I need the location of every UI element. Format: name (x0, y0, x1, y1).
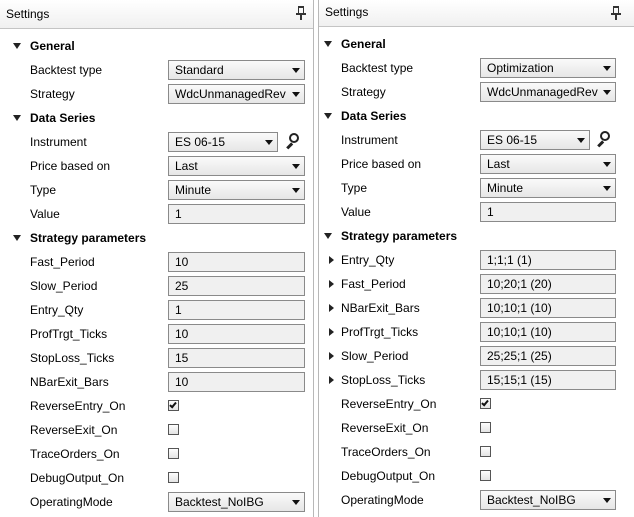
reverse-exit-checkbox[interactable] (480, 422, 491, 433)
checkmark-icon (169, 401, 177, 409)
property-backtest-type (0, 58, 313, 82)
trace-orders-checkbox[interactable] (168, 448, 179, 459)
expand-triangle-icon[interactable] (329, 376, 334, 384)
param-input[interactable]: 25 (168, 276, 305, 296)
panel-title: Settings (6, 7, 50, 21)
checkmark-icon (481, 399, 489, 407)
property-label: Instrument (341, 133, 398, 147)
param-row (0, 274, 313, 298)
param-row (0, 322, 313, 346)
property-instrument (319, 128, 634, 152)
property-value (0, 202, 313, 226)
strategy-select[interactable]: WdcUnmanagedRev (168, 84, 305, 104)
check-label: ReverseExit_On (341, 421, 429, 435)
param-input[interactable]: 10;10;1 (10) (480, 322, 616, 342)
param-input[interactable]: 1;1;1 (1) (480, 250, 616, 270)
expand-triangle-icon[interactable] (329, 352, 334, 360)
param-row (0, 250, 313, 274)
param-input[interactable]: 10;20;1 (20) (480, 274, 616, 294)
section-data-series[interactable] (0, 106, 313, 130)
property-grid (0, 34, 313, 514)
value-input[interactable]: 1 (480, 202, 616, 222)
price-based-on-select[interactable]: Last (168, 156, 305, 176)
property-label: OperatingMode (30, 495, 113, 509)
property-price-based-on (0, 154, 313, 178)
param-label: Entry_Qty (341, 253, 395, 267)
property-value (319, 200, 634, 224)
chevron-down-icon[interactable] (292, 164, 300, 169)
property-strategy (319, 80, 634, 104)
operating-mode-select[interactable]: Backtest_NoIBG (168, 492, 305, 512)
collapse-triangle-icon[interactable] (13, 235, 21, 241)
panel-title-bar (0, 0, 313, 29)
param-row (319, 320, 634, 344)
check-label: TraceOrders_On (30, 447, 120, 461)
param-input[interactable]: 25;25;1 (25) (480, 346, 616, 366)
collapse-triangle-icon[interactable] (324, 233, 332, 239)
debug-output-checkbox[interactable] (168, 472, 179, 483)
chevron-down-icon[interactable] (292, 500, 300, 505)
property-type (319, 176, 634, 200)
panel-title-bar (319, 0, 634, 27)
chevron-down-icon[interactable] (292, 68, 300, 73)
reverse-entry-checkbox[interactable] (168, 400, 179, 411)
param-label: ProfTrgt_Ticks (30, 327, 108, 341)
instrument-select[interactable]: ES 06-15 (168, 132, 278, 152)
property-label: Backtest type (341, 61, 414, 75)
chevron-down-icon[interactable] (603, 186, 611, 191)
chevron-down-icon[interactable] (265, 140, 273, 145)
check-row (0, 418, 313, 442)
section-label: Strategy parameters (341, 229, 458, 243)
property-label: Instrument (30, 135, 87, 149)
pin-icon[interactable] (611, 6, 621, 20)
expand-triangle-icon[interactable] (329, 328, 334, 336)
panel-title: Settings (325, 5, 369, 19)
property-label: Type (341, 181, 368, 195)
section-label: General (30, 39, 75, 53)
operating-mode-select[interactable]: Backtest_NoIBG (480, 490, 616, 510)
settings-panel-left (0, 0, 314, 517)
type-select[interactable]: Minute (480, 178, 616, 198)
chevron-down-icon[interactable] (577, 138, 585, 143)
check-row (319, 392, 634, 416)
type-select[interactable]: Minute (168, 180, 305, 200)
param-label: NBarExit_Bars (341, 301, 420, 315)
property-grid (319, 32, 634, 512)
reverse-entry-checkbox[interactable] (480, 398, 491, 409)
collapse-triangle-icon[interactable] (324, 41, 332, 47)
param-label: StopLoss_Ticks (341, 373, 426, 387)
search-icon[interactable] (285, 133, 301, 149)
param-label: ProfTrgt_Ticks (341, 325, 419, 339)
property-label: OperatingMode (341, 493, 424, 507)
property-price-based-on (319, 152, 634, 176)
param-input[interactable]: 15 (168, 348, 305, 368)
chevron-down-icon[interactable] (603, 162, 611, 167)
param-row (319, 272, 634, 296)
section-general[interactable] (319, 32, 634, 56)
collapse-triangle-icon[interactable] (13, 43, 21, 49)
debug-output-checkbox[interactable] (480, 470, 491, 481)
param-label: Entry_Qty (30, 303, 84, 317)
property-operating-mode (0, 490, 313, 514)
param-label: Slow_Period (30, 279, 98, 293)
search-icon[interactable] (596, 131, 612, 147)
param-row (319, 296, 634, 320)
section-strategy-parameters[interactable] (319, 224, 634, 248)
expand-triangle-icon[interactable] (329, 304, 334, 312)
check-row (319, 416, 634, 440)
price-based-on-select[interactable]: Last (480, 154, 616, 174)
param-label: Slow_Period (341, 349, 409, 363)
settings-panel-right (318, 0, 634, 517)
check-label: ReverseEntry_On (341, 397, 437, 411)
param-row (319, 368, 634, 392)
param-row (319, 344, 634, 368)
check-row (319, 440, 634, 464)
reverse-exit-checkbox[interactable] (168, 424, 179, 435)
property-label: Strategy (341, 85, 386, 99)
section-data-series[interactable] (319, 104, 634, 128)
property-label: Price based on (341, 157, 422, 171)
check-label: DebugOutput_On (30, 471, 125, 485)
property-label: Type (30, 183, 57, 197)
backtest-type-select[interactable]: Standard (168, 60, 305, 80)
backtest-type-select[interactable]: Optimization (480, 58, 616, 78)
property-operating-mode (319, 488, 634, 512)
param-label: NBarExit_Bars (30, 375, 109, 389)
property-backtest-type (319, 56, 634, 80)
section-label: Data Series (341, 109, 407, 123)
param-label: Fast_Period (30, 255, 95, 269)
chevron-down-icon[interactable] (603, 66, 611, 71)
param-input[interactable]: 10 (168, 252, 305, 272)
param-row (0, 370, 313, 394)
property-type (0, 178, 313, 202)
check-label: TraceOrders_On (341, 445, 431, 459)
section-general[interactable] (0, 34, 313, 58)
chevron-down-icon[interactable] (603, 90, 611, 95)
check-row (0, 442, 313, 466)
chevron-down-icon[interactable] (292, 188, 300, 193)
param-label: StopLoss_Ticks (30, 351, 115, 365)
param-input[interactable]: 15;15;1 (15) (480, 370, 616, 390)
collapse-triangle-icon[interactable] (324, 113, 332, 119)
param-row (0, 298, 313, 322)
param-input[interactable]: 1 (168, 300, 305, 320)
property-label: Strategy (30, 87, 75, 101)
expand-triangle-icon[interactable] (329, 256, 334, 264)
property-strategy (0, 82, 313, 106)
param-row (319, 248, 634, 272)
section-label: Strategy parameters (30, 231, 147, 245)
value-input[interactable]: 1 (168, 204, 305, 224)
param-input[interactable]: 10;10;1 (10) (480, 298, 616, 318)
param-label: Fast_Period (341, 277, 406, 291)
chevron-down-icon[interactable] (603, 498, 611, 503)
collapse-triangle-icon[interactable] (13, 115, 21, 121)
check-label: DebugOutput_On (341, 469, 436, 483)
check-row (319, 464, 634, 488)
property-label: Price based on (30, 159, 111, 173)
property-label: Backtest type (30, 63, 103, 77)
property-label: Value (341, 205, 371, 219)
param-input[interactable]: 10 (168, 324, 305, 344)
expand-triangle-icon[interactable] (329, 280, 334, 288)
property-instrument (0, 130, 313, 154)
property-label: Value (30, 207, 60, 221)
section-label: Data Series (30, 111, 96, 125)
section-strategy-parameters[interactable] (0, 226, 313, 250)
param-input[interactable]: 10 (168, 372, 305, 392)
check-label: ReverseEntry_On (30, 399, 126, 413)
check-row (0, 394, 313, 418)
check-label: ReverseExit_On (30, 423, 118, 437)
section-label: General (341, 37, 386, 51)
strategy-select[interactable]: WdcUnmanagedRev (480, 82, 616, 102)
pin-icon[interactable] (296, 6, 306, 20)
trace-orders-checkbox[interactable] (480, 446, 491, 457)
param-row (0, 346, 313, 370)
check-row (0, 466, 313, 490)
chevron-down-icon[interactable] (292, 92, 300, 97)
instrument-select[interactable]: ES 06-15 (480, 130, 590, 150)
